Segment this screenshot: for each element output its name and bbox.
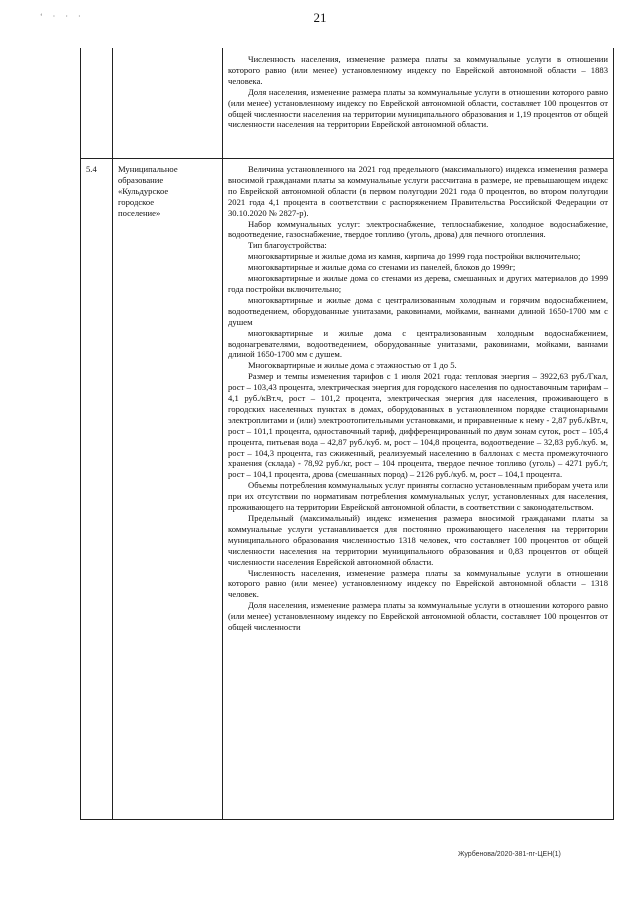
paragraph: многоквартирные и жилые дома со стенами из панелей, блоков до 1999г; xyxy=(248,262,516,273)
paragraph: многоквартирные и жилые дома с централизованным холодным водоснабжением, водонагревателями, водоотведением, оборудованные унитазами, раковинами, мойками, ваннами длиной 1650-1700 мм с душем. xyxy=(228,327,608,360)
paragraph: Численность населения, изменение размера платы за коммунальные услуги в отношении которого равно (или менее) установленному индексу по Еврейской автономной области – 1318 человек. xyxy=(228,567,608,600)
continued-row-text xyxy=(228,54,608,130)
name-line: городское xyxy=(118,197,155,207)
page-number: 21 xyxy=(313,10,327,25)
table-border-right xyxy=(613,48,614,820)
paragraph: Численность населения, изменение размера платы за коммунальные услуги в отношении которого равно (или менее) установленному индексу по Еврейской автономной области – 1883 человека. xyxy=(228,54,608,86)
municipality-name xyxy=(118,164,218,219)
name-line: образование xyxy=(118,175,164,185)
name-line: Муниципальное xyxy=(118,164,178,174)
paragraph: многоквартирные и жилые дома с централизованным холодным и горячим водоснабжением, водоотведением, оборудованные унитазами, раковинами, мойками, ваннами длиной 1650-1700 мм с душем xyxy=(228,294,608,327)
paragraph: Размер и темпы изменения тарифов с 1 июля 2021 года: тепловая энергия – 3922,63 руб./Гкал, рост – 103,43 процента, электрическая энергия для городского населения по одноставочным тарифам – 4,1 руб./кВт.ч, рост – 101,2 процента, электрическая энергия для населения, проживающего в городских населенных пунктах в домах, оборудованных в установленном порядке стационарными электроплитами и (или) электроотопительными установками, и приравненные к нему - 2,87 руб./кВт.ч, рост – 101,1 процента, одноставочный тариф, дифференцированный по двум зонам суток, рост – 105,4 процента, питьевая вода – 42,87 руб./куб. м, рост – 104,8 процента, водоотведение – 32,83 руб./куб. м, рост – 104,3 процента, газ сжиженный, реализуемый населению в баллонах с места промежуточного хранения (склада) - 78,92 руб./кг, рост – 104 процента, твердое печное топливо (уголь) – 4271 руб./т, рост – 104,1 процента, дрова (смешанных пород) – 2126 руб./куб. м, рост – 104,1 процента. xyxy=(228,371,608,480)
scan-corner-marks: ‘ · · · xyxy=(40,12,85,21)
paragraph: многоквартирные и жилые дома со стенами из дерева, смешанных и других материалов до 1999 года постройки включительно; xyxy=(228,273,608,294)
table-border-col2 xyxy=(222,48,223,820)
row-number: 5.4 xyxy=(86,164,97,174)
name-line: «Кульдурское xyxy=(118,186,169,196)
paragraph: Объемы потребления коммунальных услуг приняты согласно установленным приборам учета или при их отсутствии по нормативам потребления коммунальных услуг, установленных для населения, проживающего на территории Еврейской автономной области, в соответствии с законодательством. xyxy=(228,480,609,513)
row-description xyxy=(228,164,608,633)
paragraph: Доля населения, изменение размера платы за коммунальные услуги в отношении которого равно (или менее) установленному индексу по Еврейской автономной области, составляет 100 процентов от общей численности xyxy=(228,600,608,633)
paragraph: Набор коммунальных услуг: электроснабжение, теплоснабжение, холодное водоснабжение, водоотведение, газоснабжение, твердое топливо (уголь, дрова) для печного отопления. xyxy=(228,218,608,240)
document-footer-code: Журбенова/2020-381-пг-ЦЕН(1) xyxy=(458,851,561,858)
paragraph: многоквартирные и жилые дома из камня, кирпича до 1999 года постройки включительно; xyxy=(248,251,581,262)
paragraph: Тип благоустройства: xyxy=(248,240,327,251)
name-line: поселение» xyxy=(118,208,161,218)
paragraph: Величина установленного на 2021 год предельного (максимального) индекса изменения размера вносимой гражданами платы за коммунальные услуги рассчитана в размере, не превышающем индекс по Еврейской автономной области (в первом полугодии 2021 года 0 процентов, во втором полугодии 2021 года 4,1 процента в соответствии с распоряжением Правительства Российской Федерации от 30.10.2020 № 2827-р). xyxy=(228,164,608,218)
table-row-divider xyxy=(80,158,614,159)
table-border-col1 xyxy=(112,48,113,820)
paragraph: Доля населения, изменение размера платы за коммунальные услуги в отношении которого равно (или менее) установленному индексу по Еврейской автономной области, составляет 100 процентов от общей численности населения на территории муниципального образования и 1,19 процентов от общей численности населения на территории Еврейской автономной области. xyxy=(228,86,608,130)
paragraph: Предельный (максимальный) индекс изменения размера вносимой гражданами платы за коммунальные услуги устанавливается для постоянно проживающего населения на территории муниципального образования численностью 1318 человек, что составляет 100 процентов от общей численности населения на территории муниципального образования и 0,83 процентов от общей численности населения Еврейской автономной области. xyxy=(228,513,608,567)
table-border-left xyxy=(80,48,81,820)
tariff-table xyxy=(80,48,614,820)
table-border-bottom xyxy=(80,819,614,820)
paragraph: Многоквартирные и жилые дома с этажностью от 1 до 5. xyxy=(248,360,457,371)
